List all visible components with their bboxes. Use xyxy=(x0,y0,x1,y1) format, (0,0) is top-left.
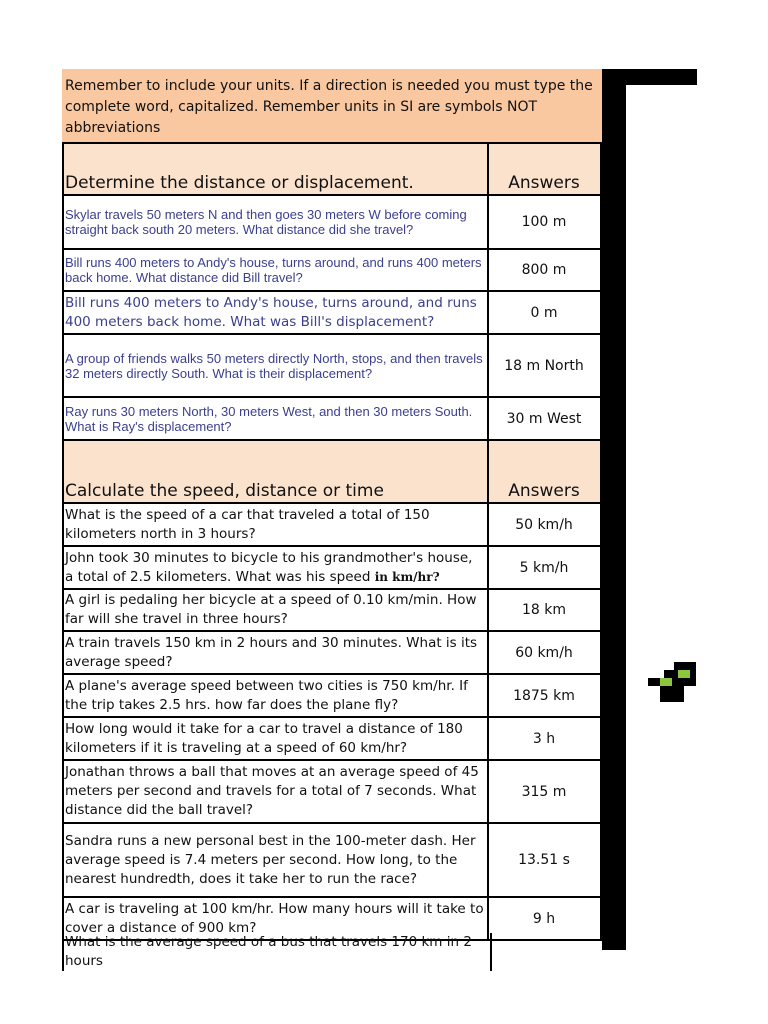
black-bar-right xyxy=(602,69,626,950)
question-cell xyxy=(63,546,488,589)
table-row xyxy=(63,760,601,823)
table-row xyxy=(63,631,601,674)
answer-cell[interactable]: 3 h xyxy=(488,717,601,760)
distance-table xyxy=(62,142,602,941)
question-cell: Bill runs 400 meters to Andy's house, turns around, and runs 400 meters back home. What distance did Bill travel? xyxy=(63,249,488,291)
question-cell: A girl is pedaling her bicycle at a speed of 0.10 km/min. How far will she travel in three hours? xyxy=(63,589,488,631)
answer-cell[interactable]: 100 m xyxy=(488,195,601,249)
question-cell: Skylar travels 50 meters N and then goes 30 meters W before coming straight back south 20 meters. What distance did she travel? xyxy=(63,195,488,249)
answer-cell[interactable]: 5 km/h xyxy=(488,546,601,589)
question-cell: Sandra runs a new personal best in the 100-meter dash. Her average speed is 7.4 meters per second. How long, to the nearest hundredth, does it take her to run the race? xyxy=(63,823,488,897)
question-cell: A train travels 150 km in 2 hours and 30 minutes. What is its average speed? xyxy=(63,631,488,674)
answer-cell[interactable]: 30 m West xyxy=(488,397,601,440)
table-row xyxy=(63,249,601,291)
section1-title: Determine the distance or displacement. xyxy=(63,143,488,195)
section2-title: Calculate the speed, distance or time xyxy=(63,440,488,503)
question-cell: Ray runs 30 meters North, 30 meters West, and then 30 meters South. What is Ray's displacement? xyxy=(63,397,488,440)
answer-cell[interactable]: 315 m xyxy=(488,760,601,823)
section1-header-row xyxy=(63,143,601,195)
table-row xyxy=(63,503,601,546)
question-cell: A plane's average speed between two cities is 750 km/hr. If the trip takes 2.5 hrs. how far does the plane fly? xyxy=(63,674,488,717)
partial-row xyxy=(62,934,602,969)
partial-question: What is the average speed of a bus that travels 170 km in 2 hours xyxy=(62,933,492,971)
pixel-logo-icon xyxy=(648,662,698,706)
worksheet xyxy=(62,69,602,941)
question-text: John took 30 minutes to bicycle to his grandmother's house, a total of 2.5 kilometers. What was his speed xyxy=(65,549,473,585)
answer-cell[interactable]: 0 m xyxy=(488,291,601,334)
question-cell: How long would it take for a car to travel a distance of 180 kilometers if it is traveling at a speed of 60 km/hr? xyxy=(63,717,488,760)
answer-cell[interactable]: 800 m xyxy=(488,249,601,291)
answer-cell[interactable]: 13.51 s xyxy=(488,823,601,897)
question-cell: What is the speed of a car that traveled a total of 150 kilometers north in 3 hours? xyxy=(63,503,488,546)
table-row xyxy=(63,291,601,334)
table-row xyxy=(63,823,601,897)
question-cell: Jonathan throws a ball that moves at an average speed of 45 meters per second and travels for a total of 7 seconds. What distance did the ball travel? xyxy=(63,760,488,823)
answer-cell[interactable]: 1875 km xyxy=(488,674,601,717)
answer-cell[interactable]: 60 km/h xyxy=(488,631,601,674)
answer-cell[interactable]: 50 km/h xyxy=(488,503,601,546)
instructions-note: Remember to include your units. If a direction is needed you must type the complete word, capitalized. Remember units in SI are symbols NOT abbreviations xyxy=(62,69,602,142)
table-row xyxy=(63,546,601,589)
question-cell: A group of friends walks 50 meters directly North, stops, and then travels 32 meters directly South. What is their displacement? xyxy=(63,334,488,397)
section2-header-row xyxy=(63,440,601,503)
table-row xyxy=(63,589,601,631)
table-row xyxy=(63,334,601,397)
answer-cell[interactable]: 9 h xyxy=(488,897,601,940)
table-row xyxy=(63,674,601,717)
question-cell: A car is traveling at 100 km/hr. How many hours will it take to cover a distance of 900 km? xyxy=(63,897,488,940)
table-row xyxy=(63,195,601,249)
table-row xyxy=(63,717,601,760)
section2-answers-header: Answers xyxy=(488,440,601,503)
question-emphasis: in km/hr? xyxy=(374,569,440,584)
answer-cell[interactable]: 18 m North xyxy=(488,334,601,397)
section1-answers-header: Answers xyxy=(488,143,601,195)
question-cell: Bill runs 400 meters to Andy's house, turns around, and runs 400 meters back home. What was Bill's displacement? xyxy=(63,291,488,334)
table-row xyxy=(63,397,601,440)
answer-cell[interactable]: 18 km xyxy=(488,589,601,631)
